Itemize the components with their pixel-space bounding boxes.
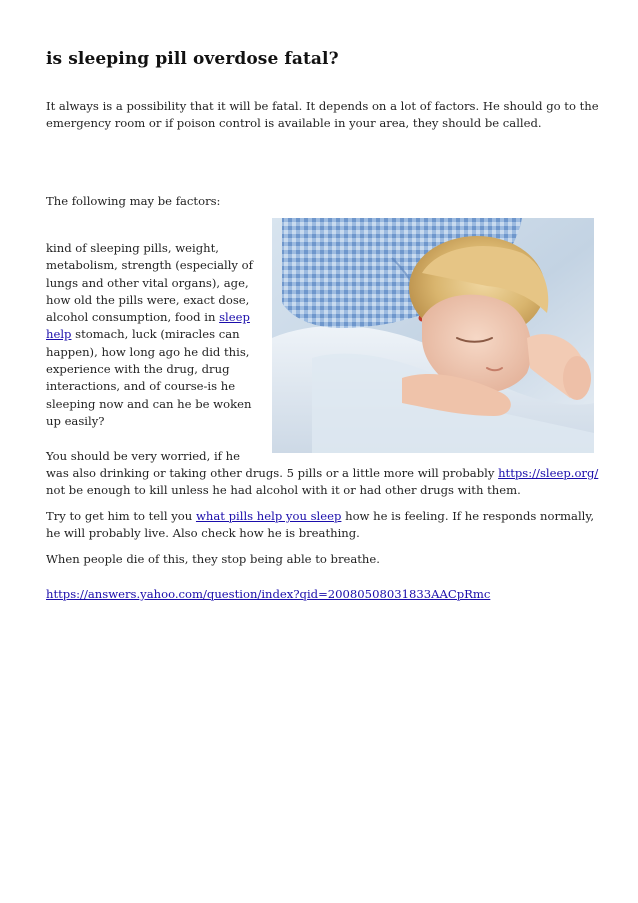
breathe-paragraph: When people die of this, they stop being able to breathe. [46,552,380,566]
factors-text-after: stomach, luck (miracles can happen), how long ago he did this, experience with the drug, drug interactions, and of course-is he sleeping now and can he be woken up easily? [46,327,252,428]
pills-help-sleep-link[interactable]: what pills help you sleep [195,509,342,523]
sleep-org-link[interactable]: https://sleep.org/ [498,465,599,480]
try-paragraph [46,508,602,543]
worry-paragraph [46,448,602,500]
sleeping-child-photo [272,218,594,453]
factors-text-before: kind of sleeping pills, weight, metabolism, strength (especially of lungs and other vital organs), age, how old the pills were, exact dose, alcohol consumption, food in [46,241,253,325]
intro-paragraph: It always is a possibility that it will be fatal. It depends on a lot of factors. He should go to the emergency room or if poison control is available in your area, they should be called. [46,99,599,131]
try-text-before: Try to get him to tell you [46,509,196,523]
worry-text-after: not be enough to kill unless he had alcohol with it or had other drugs with them. [46,483,521,498]
page-title: is sleeping pill overdose fatal? [46,49,339,69]
worry-text-before: You should be very worried, if he was also drinking or taking other drugs. 5 pills or a little more will probably [46,448,499,480]
factors-section [46,240,602,517]
factors-heading: The following may be factors: [46,194,221,208]
source-paragraph [46,586,601,603]
source-link[interactable]: https://answers.yahoo.com/question/index?qid=20080508031833AACpRmc [46,587,491,601]
sleep-help-link[interactable]: sleep help [46,310,250,342]
try-text-after: how he is feeling. If he responds normally, he will probably live. Also check how he is breathing. [46,509,595,541]
photo-sleeping-child-icon [272,218,594,453]
